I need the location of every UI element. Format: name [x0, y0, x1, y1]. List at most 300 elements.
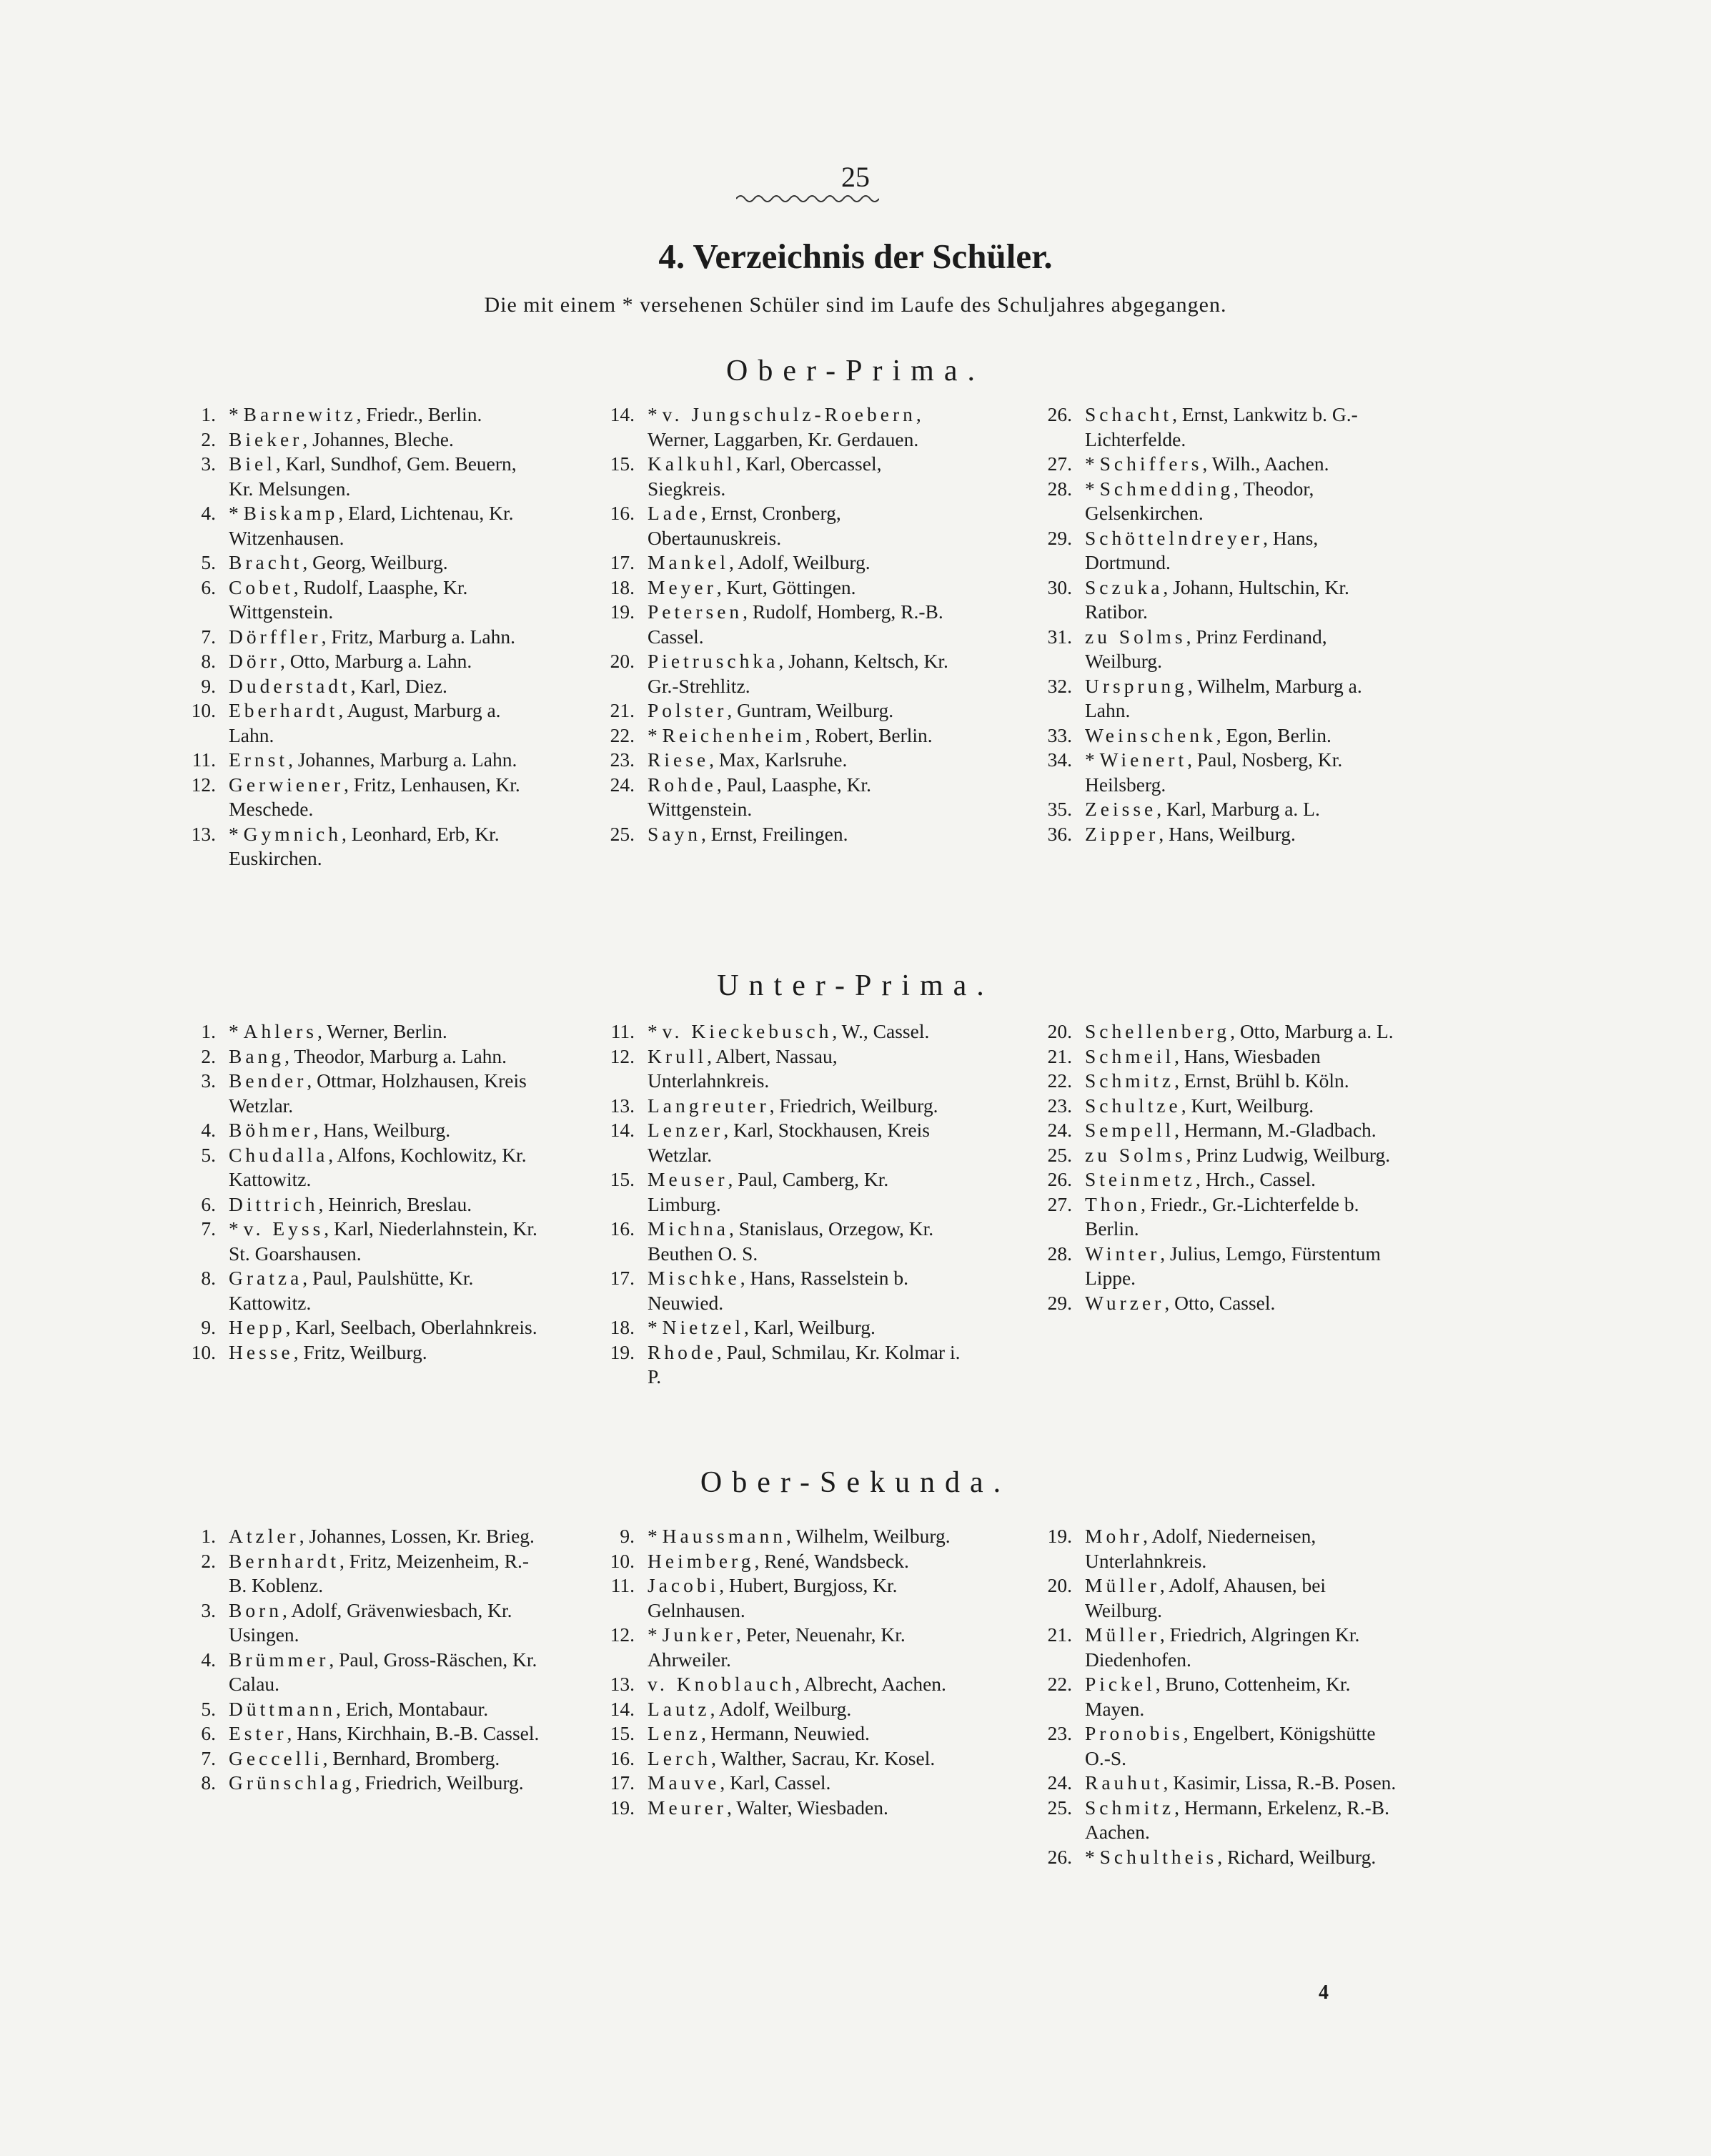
entry-number: 13.: [610, 1094, 635, 1117]
student-entry: [159, 427, 545, 453]
student-surname: Schmitz: [1085, 1796, 1175, 1819]
student-entry: [1015, 1845, 1401, 1870]
student-surname: Reichenheim: [662, 723, 805, 746]
section-2-column-1: [577, 1524, 963, 1820]
student-details: , Paul, Laasphe, Kr. Wittgenstein.: [648, 773, 871, 820]
entry-number: 35.: [1047, 798, 1072, 820]
student-details: , Rudolf, Homberg, R.-B. Cassel.: [648, 600, 943, 648]
student-details: , Kasimir, Lissa, R.-B. Posen.: [1163, 1771, 1397, 1794]
student-surname: v. Kieckebusch: [662, 1020, 833, 1042]
student-surname: Wienert: [1099, 748, 1188, 771]
entry-number: 17.: [610, 1267, 635, 1289]
student-surname: Riese: [648, 748, 710, 771]
student-details: , Hans, Wiesbaden: [1174, 1044, 1321, 1067]
student-details: , Friedr., Gr.-Lichterfelde b. Berlin.: [1085, 1192, 1359, 1240]
withdrawn-mark: *: [229, 1020, 239, 1042]
withdrawn-mark: *: [229, 502, 239, 524]
student-surname: Bang: [229, 1044, 285, 1067]
student-details: , Johannes, Bleche.: [302, 427, 454, 450]
student-surname: Ester: [229, 1722, 287, 1744]
section-title-ober-prima: Ober-Prima.: [726, 355, 985, 387]
student-details: , Engelbert, Königshütte O.-S.: [1085, 1722, 1376, 1769]
student-entry: [577, 723, 963, 748]
student-details: , Fritz, Weilburg.: [293, 1340, 427, 1363]
student-surname: Meuser: [648, 1168, 728, 1190]
section-1-column-2: [1015, 1019, 1401, 1315]
student-surname: Eberhardt: [229, 699, 339, 721]
student-details: , Leonhard, Erb, Kr. Euskirchen.: [229, 822, 500, 869]
student-details: , Hermann, Neuwied.: [700, 1722, 870, 1744]
student-surname: Gerwiener: [229, 773, 344, 796]
student-details: , Richard, Weilburg.: [1217, 1845, 1377, 1868]
student-entry: [159, 674, 545, 699]
student-surname: Ahlers: [243, 1020, 317, 1042]
entry-number: 34.: [1047, 748, 1072, 771]
student-details: , Adolf, Weilburg.: [710, 1697, 852, 1720]
student-details: , Prinz Ferdinand, Weilburg.: [1085, 625, 1327, 672]
student-entry: [577, 600, 963, 649]
entry-number: 5.: [201, 551, 216, 573]
student-entry: [577, 1549, 963, 1574]
student-entry: [577, 1796, 963, 1821]
student-surname: Schmedding: [1099, 477, 1234, 500]
student-details: , Karl, Seelbach, Oberlahnkreis.: [285, 1316, 537, 1338]
student-surname: Schiffers: [1099, 453, 1203, 475]
entry-number: 5.: [201, 1697, 216, 1720]
student-details: , Friedrich, Algringen Kr. Diedenhofen.: [1085, 1623, 1360, 1671]
section-title-unter-prima: Unter-Prima.: [717, 969, 994, 1002]
student-entry: [577, 1672, 963, 1697]
student-surname: Grünschlag: [229, 1771, 355, 1794]
entry-number: 27.: [1047, 1192, 1072, 1215]
student-surname: v. Eyss: [243, 1217, 324, 1240]
student-details: , Paul, Schmilau, Kr. Kolmar i. P.: [648, 1340, 961, 1388]
student-surname: Lade: [648, 502, 701, 524]
entry-number: 24.: [1047, 1119, 1072, 1141]
student-surname: Meurer: [648, 1796, 727, 1819]
student-entry: [577, 1118, 963, 1167]
entry-number: 27.: [1047, 453, 1072, 475]
student-surname: Biskamp: [243, 502, 339, 524]
student-details: , Albert, Nassau, Unterlahnkreis.: [648, 1044, 838, 1092]
entry-number: 25.: [1047, 1143, 1072, 1166]
student-surname: zu Solms: [1085, 625, 1186, 648]
student-surname: Hesse: [229, 1340, 294, 1363]
entry-number: 21.: [1047, 1623, 1072, 1646]
student-entry: [577, 1697, 963, 1722]
student-surname: Biel: [229, 453, 276, 475]
student-entry: [159, 1598, 545, 1648]
student-surname: Bernhardt: [229, 1549, 339, 1572]
student-details: , Theodor, Marburg a. Lahn.: [284, 1044, 507, 1067]
student-details: , Alfons, Kochlowitz, Kr. Kattowitz.: [229, 1143, 527, 1190]
student-entry: [159, 649, 545, 674]
entry-number: 31.: [1047, 625, 1072, 648]
page-number: 25: [841, 161, 870, 193]
student-surname: Krull: [648, 1044, 708, 1067]
withdrawn-mark: *: [229, 822, 239, 845]
student-entry: [1015, 723, 1401, 748]
student-details: , Erich, Montabaur.: [336, 1697, 489, 1720]
entry-number: 19.: [610, 1340, 635, 1363]
student-entry: [577, 550, 963, 575]
student-surname: Dörr: [229, 650, 280, 672]
student-surname: Schacht: [1085, 403, 1173, 425]
student-entry: [577, 1524, 963, 1549]
student-surname: Brümmer: [229, 1648, 329, 1671]
entry-number: 4.: [201, 1119, 216, 1141]
student-details: , Hans, Kirchhain, B.-B. Cassel.: [287, 1722, 540, 1744]
student-details: , Bernhard, Bromberg.: [322, 1746, 500, 1769]
student-entry: [1015, 1069, 1401, 1094]
entry-number: 8.: [201, 1771, 216, 1794]
student-details: , Hubert, Burgjoss, Kr. Gelnhausen.: [648, 1574, 898, 1621]
student-details: , Karl, Niederlahnstein, Kr. St. Goarshausen.: [229, 1217, 537, 1265]
student-surname: Müller: [1085, 1623, 1160, 1646]
withdrawn-mark: *: [648, 1623, 658, 1646]
entry-number: 6.: [201, 575, 216, 598]
student-entry: [159, 402, 545, 427]
student-details: , Stanislaus, Orzegow, Kr. Beuthen O. S.: [648, 1217, 934, 1265]
student-surname: Petersen: [648, 600, 743, 623]
student-entry: [1015, 1623, 1401, 1672]
student-details: , Wilhelm, Marburg a. Lahn.: [1085, 674, 1362, 721]
student-surname: Langreuter: [648, 1094, 770, 1117]
student-surname: Schmitz: [1085, 1069, 1175, 1092]
student-details: , Karl, Cassel.: [720, 1771, 831, 1794]
withdrawn-mark: *: [229, 1217, 239, 1240]
student-entry: [577, 1573, 963, 1623]
student-surname: Lenz: [648, 1722, 701, 1744]
entry-number: 4.: [201, 1648, 216, 1671]
entry-number: 26.: [1047, 1845, 1072, 1868]
student-surname: Polster: [648, 699, 728, 721]
student-details: , Werner, Berlin.: [317, 1020, 447, 1042]
student-surname: Wurzer: [1085, 1291, 1165, 1314]
section-1-column-1: [577, 1019, 963, 1390]
student-entry: [159, 1118, 545, 1143]
student-details: , Johann, Hultschin, Kr. Ratibor.: [1085, 575, 1349, 623]
entry-number: 14.: [610, 1119, 635, 1141]
page-subheading: Die mit einem * versehenen Schüler sind im Laufe des Schuljahres abgegangen.: [484, 293, 1227, 317]
entry-number: 14.: [610, 403, 635, 425]
student-details: , Karl, Stockhausen, Kreis Wetzlar.: [648, 1119, 931, 1166]
student-surname: Schultze: [1085, 1094, 1181, 1117]
student-entry: [159, 1266, 545, 1315]
entry-number: 10.: [191, 699, 216, 721]
withdrawn-mark: *: [648, 403, 658, 425]
entry-number: 22.: [1047, 1069, 1072, 1092]
student-surname: Bender: [229, 1069, 307, 1092]
student-surname: Lenzer: [648, 1119, 724, 1141]
entry-number: 20.: [1047, 1574, 1072, 1596]
student-surname: Kalkuhl: [648, 453, 736, 475]
entry-number: 10.: [191, 1340, 216, 1363]
student-surname: Düttmann: [229, 1697, 336, 1720]
student-details: , Johannes, Marburg a. Lahn.: [288, 748, 517, 771]
student-details: , Walther, Sacrau, Kr. Kosel.: [711, 1746, 936, 1769]
entry-number: 5.: [201, 1143, 216, 1166]
student-surname: Sempell: [1085, 1119, 1175, 1141]
section-0-column-0: [159, 402, 545, 871]
entry-number: 3.: [201, 1069, 216, 1092]
student-surname: Böhmer: [229, 1119, 314, 1141]
entry-number: 7.: [201, 625, 216, 648]
student-details: , Bruno, Cottenheim, Kr. Mayen.: [1085, 1673, 1351, 1720]
entry-number: 26.: [1047, 1168, 1072, 1190]
student-surname: Schellenberg: [1085, 1020, 1231, 1042]
entry-number: 23.: [1047, 1094, 1072, 1117]
student-surname: Bracht: [229, 551, 303, 573]
student-details: , Adolf, Grävenwiesbach, Kr. Usingen.: [229, 1598, 512, 1646]
student-surname: zu Solms: [1085, 1143, 1186, 1166]
student-entry: [577, 452, 963, 501]
student-details: , August, Marburg a. Lahn.: [229, 699, 501, 746]
entry-number: 9.: [201, 674, 216, 697]
withdrawn-mark: *: [1085, 1845, 1095, 1868]
withdrawn-mark: *: [1085, 477, 1095, 500]
student-surname: Steinmetz: [1085, 1168, 1196, 1190]
student-details: , Adolf, Ahausen, bei Weilburg.: [1085, 1574, 1326, 1621]
student-details: , Egon, Berlin.: [1216, 723, 1331, 746]
student-surname: Pronobis: [1085, 1722, 1184, 1744]
student-details: , Johann, Keltsch, Kr. Gr.-Strehlitz.: [648, 650, 948, 697]
student-entry: [1015, 1672, 1401, 1721]
student-details: , Otto, Cassel.: [1164, 1291, 1276, 1314]
section-0-column-1: [577, 402, 963, 846]
student-entry: [577, 1019, 963, 1044]
student-entry: [1015, 1019, 1401, 1044]
student-surname: Haussmann: [662, 1525, 786, 1547]
student-surname: Hepp: [229, 1316, 286, 1338]
entry-number: 24.: [1047, 1771, 1072, 1794]
student-entry: [159, 1340, 545, 1365]
entry-number: 17.: [610, 1771, 635, 1794]
student-entry: [577, 1771, 963, 1796]
student-surname: Cobet: [229, 575, 294, 598]
student-details: , Adolf, Niederneisen, Unterlahnkreis.: [1085, 1525, 1316, 1572]
student-entry: [577, 501, 963, 550]
student-surname: Rauhut: [1085, 1771, 1164, 1794]
entry-number: 21.: [610, 699, 635, 721]
student-entry: [577, 1340, 963, 1390]
student-surname: Sayn: [648, 822, 701, 845]
student-entry: [577, 698, 963, 723]
student-entry: [159, 698, 545, 748]
student-details: , Julius, Lemgo, Fürstentum Lippe.: [1085, 1242, 1381, 1289]
student-details: , Hermann, Erkelenz, R.-B. Aachen.: [1085, 1796, 1390, 1843]
student-details: , Ernst, Freilingen.: [701, 822, 848, 845]
entry-number: 26.: [1047, 403, 1072, 425]
student-details: , Karl, Obercassel, Siegkreis.: [648, 453, 882, 500]
entry-number: 3.: [201, 453, 216, 475]
student-surname: Zipper: [1085, 822, 1159, 845]
student-surname: Junker: [662, 1623, 736, 1646]
student-entry: [159, 1192, 545, 1217]
student-entry: [577, 1217, 963, 1266]
entry-number: 6.: [201, 1192, 216, 1215]
entry-number: 16.: [610, 1217, 635, 1240]
student-surname: Born: [229, 1598, 282, 1621]
student-entry: [159, 1044, 545, 1069]
student-details: , Peter, Neuenahr, Kr. Ahrweiler.: [648, 1623, 906, 1671]
entry-number: 2.: [201, 1549, 216, 1572]
entry-number: 18.: [610, 1316, 635, 1338]
student-entry: [1015, 1094, 1401, 1119]
student-surname: Barnewitz: [243, 403, 357, 425]
student-entry: [1015, 1721, 1401, 1771]
withdrawn-mark: *: [648, 723, 658, 746]
student-details: , Friedrich, Weilburg.: [354, 1771, 524, 1794]
student-details: , Albrecht, Aachen.: [795, 1673, 946, 1695]
entry-number: 22.: [610, 723, 635, 746]
student-entry: [1015, 1118, 1401, 1143]
student-surname: Ursprung: [1085, 674, 1188, 697]
entry-number: 9.: [620, 1525, 635, 1547]
student-entry: [577, 1044, 963, 1094]
student-entry: [577, 1094, 963, 1119]
student-surname: Lautz: [648, 1697, 710, 1720]
entry-number: 11.: [610, 1020, 635, 1042]
student-surname: Winter: [1085, 1242, 1161, 1265]
student-entry: [1015, 1573, 1401, 1623]
entry-number: 6.: [201, 1722, 216, 1744]
entry-number: 19.: [1047, 1525, 1072, 1547]
entry-number: 15.: [610, 453, 635, 475]
entry-number: 25.: [1047, 1796, 1072, 1819]
student-details: , Karl, Sundhof, Gem. Beuern, Kr. Melsungen.: [229, 453, 517, 500]
section-2-column-2: [1015, 1524, 1401, 1869]
entry-number: 17.: [610, 551, 635, 573]
student-surname: Nietzel: [662, 1316, 745, 1338]
student-surname: Mohr: [1085, 1525, 1144, 1547]
student-surname: Meyer: [648, 575, 717, 598]
entry-number: 19.: [610, 1796, 635, 1819]
student-entry: [577, 402, 963, 452]
student-details: , Paul, Paulshütte, Kr. Kattowitz.: [229, 1267, 474, 1314]
student-details: , Walter, Wiesbaden.: [726, 1796, 888, 1819]
student-details: , Otto, Marburg a. Lahn.: [279, 650, 472, 672]
entry-number: 15.: [610, 1722, 635, 1744]
student-surname: Müller: [1085, 1574, 1160, 1596]
entry-number: 15.: [610, 1168, 635, 1190]
student-details: , Theodor, Gelsenkirchen.: [1085, 477, 1314, 524]
student-entry: [159, 1697, 545, 1722]
student-details: , Wilh., Aachen.: [1202, 453, 1329, 475]
student-surname: Thon: [1085, 1192, 1141, 1215]
entry-number: 20.: [1047, 1020, 1072, 1042]
entry-number: 22.: [1047, 1673, 1072, 1695]
signature-mark: 4: [1319, 1982, 1329, 2004]
entry-number: 7.: [201, 1217, 216, 1240]
student-details: , Fritz, Meizenheim, R.-B. Koblenz.: [229, 1549, 529, 1596]
section-0-column-2: [1015, 402, 1401, 846]
section-title-ober-sekunda: Ober-Sekunda.: [700, 1466, 1011, 1499]
student-details: , Karl, Weilburg.: [744, 1316, 876, 1338]
student-details: , Paul, Gross-Räschen, Kr. Calau.: [229, 1648, 537, 1695]
student-entry: [159, 1315, 545, 1340]
student-details: , Werner, Laggarben, Kr. Gerdauen.: [648, 403, 921, 450]
student-entry: [577, 575, 963, 600]
entry-number: 16.: [610, 502, 635, 524]
entry-number: 11.: [610, 1574, 635, 1596]
student-entry: [159, 1217, 545, 1266]
student-surname: Geccelli: [229, 1746, 323, 1769]
student-entry: [1015, 625, 1401, 674]
student-details: , Karl, Diez.: [350, 674, 447, 697]
student-details: , Hrch., Cassel.: [1195, 1168, 1316, 1190]
student-surname: Atzler: [229, 1525, 299, 1547]
student-details: , Kurt, Weilburg.: [1181, 1094, 1314, 1117]
student-entry: [577, 1266, 963, 1315]
student-entry: [159, 1069, 545, 1118]
page-heading: 4. Verzeichnis der Schüler.: [658, 237, 1053, 276]
student-details: , Elard, Lichtenau, Kr. Witzenhausen.: [229, 502, 514, 549]
student-entry: [1015, 1771, 1401, 1796]
student-details: , Robert, Berlin.: [805, 723, 933, 746]
student-surname: Rhode: [648, 1340, 717, 1363]
student-details: , Hermann, M.-Gladbach.: [1174, 1119, 1377, 1141]
entry-number: 9.: [201, 1316, 216, 1338]
entry-number: 8.: [201, 650, 216, 672]
student-entry: [159, 501, 545, 550]
entry-number: 29.: [1047, 526, 1072, 549]
student-entry: [1015, 674, 1401, 723]
student-details: , Georg, Weilburg.: [302, 551, 448, 573]
student-surname: Dittrich: [229, 1192, 319, 1215]
entry-number: 2.: [201, 427, 216, 450]
student-entry: [159, 625, 545, 650]
student-entry: [1015, 1291, 1401, 1316]
student-surname: Duderstadt: [229, 674, 351, 697]
student-details: , Wilhelm, Weilburg.: [785, 1525, 951, 1547]
entry-number: 36.: [1047, 822, 1072, 845]
entry-number: 12.: [610, 1044, 635, 1067]
student-surname: Chudalla: [229, 1143, 329, 1166]
student-surname: Gymnich: [243, 822, 342, 845]
student-entry: [1015, 526, 1401, 575]
student-details: , Rudolf, Laasphe, Kr. Wittgenstein.: [229, 575, 468, 623]
student-entry: [159, 550, 545, 575]
student-entry: [1015, 1167, 1401, 1192]
student-entry: [577, 1315, 963, 1340]
student-details: , Ernst, Brühl b. Köln.: [1174, 1069, 1349, 1092]
student-details: , Ottmar, Holzhausen, Kreis Wetzlar.: [229, 1069, 527, 1117]
student-details: , Friedrich, Weilburg.: [769, 1094, 938, 1117]
entry-number: 1.: [201, 1525, 216, 1547]
student-details: , Fritz, Lenhausen, Kr. Meschede.: [229, 773, 520, 820]
withdrawn-mark: *: [1085, 453, 1095, 475]
entry-number: 2.: [201, 1044, 216, 1067]
section-1-column-0: [159, 1019, 545, 1365]
student-details: , Fritz, Marburg a. Lahn.: [321, 625, 515, 648]
student-entry: [577, 1623, 963, 1672]
student-entry: [577, 1167, 963, 1217]
entry-number: 8.: [201, 1267, 216, 1289]
student-entry: [577, 1746, 963, 1771]
student-entry: [1015, 1524, 1401, 1573]
student-surname: Mischke: [648, 1267, 740, 1289]
student-details: , Otto, Marburg a. L.: [1230, 1020, 1394, 1042]
student-details: , Ernst, Cronberg, Obertaunuskreis.: [648, 502, 841, 549]
entry-number: 24.: [610, 773, 635, 796]
withdrawn-mark: *: [229, 403, 239, 425]
entry-number: 23.: [1047, 1722, 1072, 1744]
student-details: , Paul, Nosberg, Kr. Heilsberg.: [1085, 748, 1343, 796]
student-details: , Hans, Weilburg.: [313, 1119, 451, 1141]
student-entry: [1015, 822, 1401, 847]
student-surname: Mankel: [648, 551, 730, 573]
